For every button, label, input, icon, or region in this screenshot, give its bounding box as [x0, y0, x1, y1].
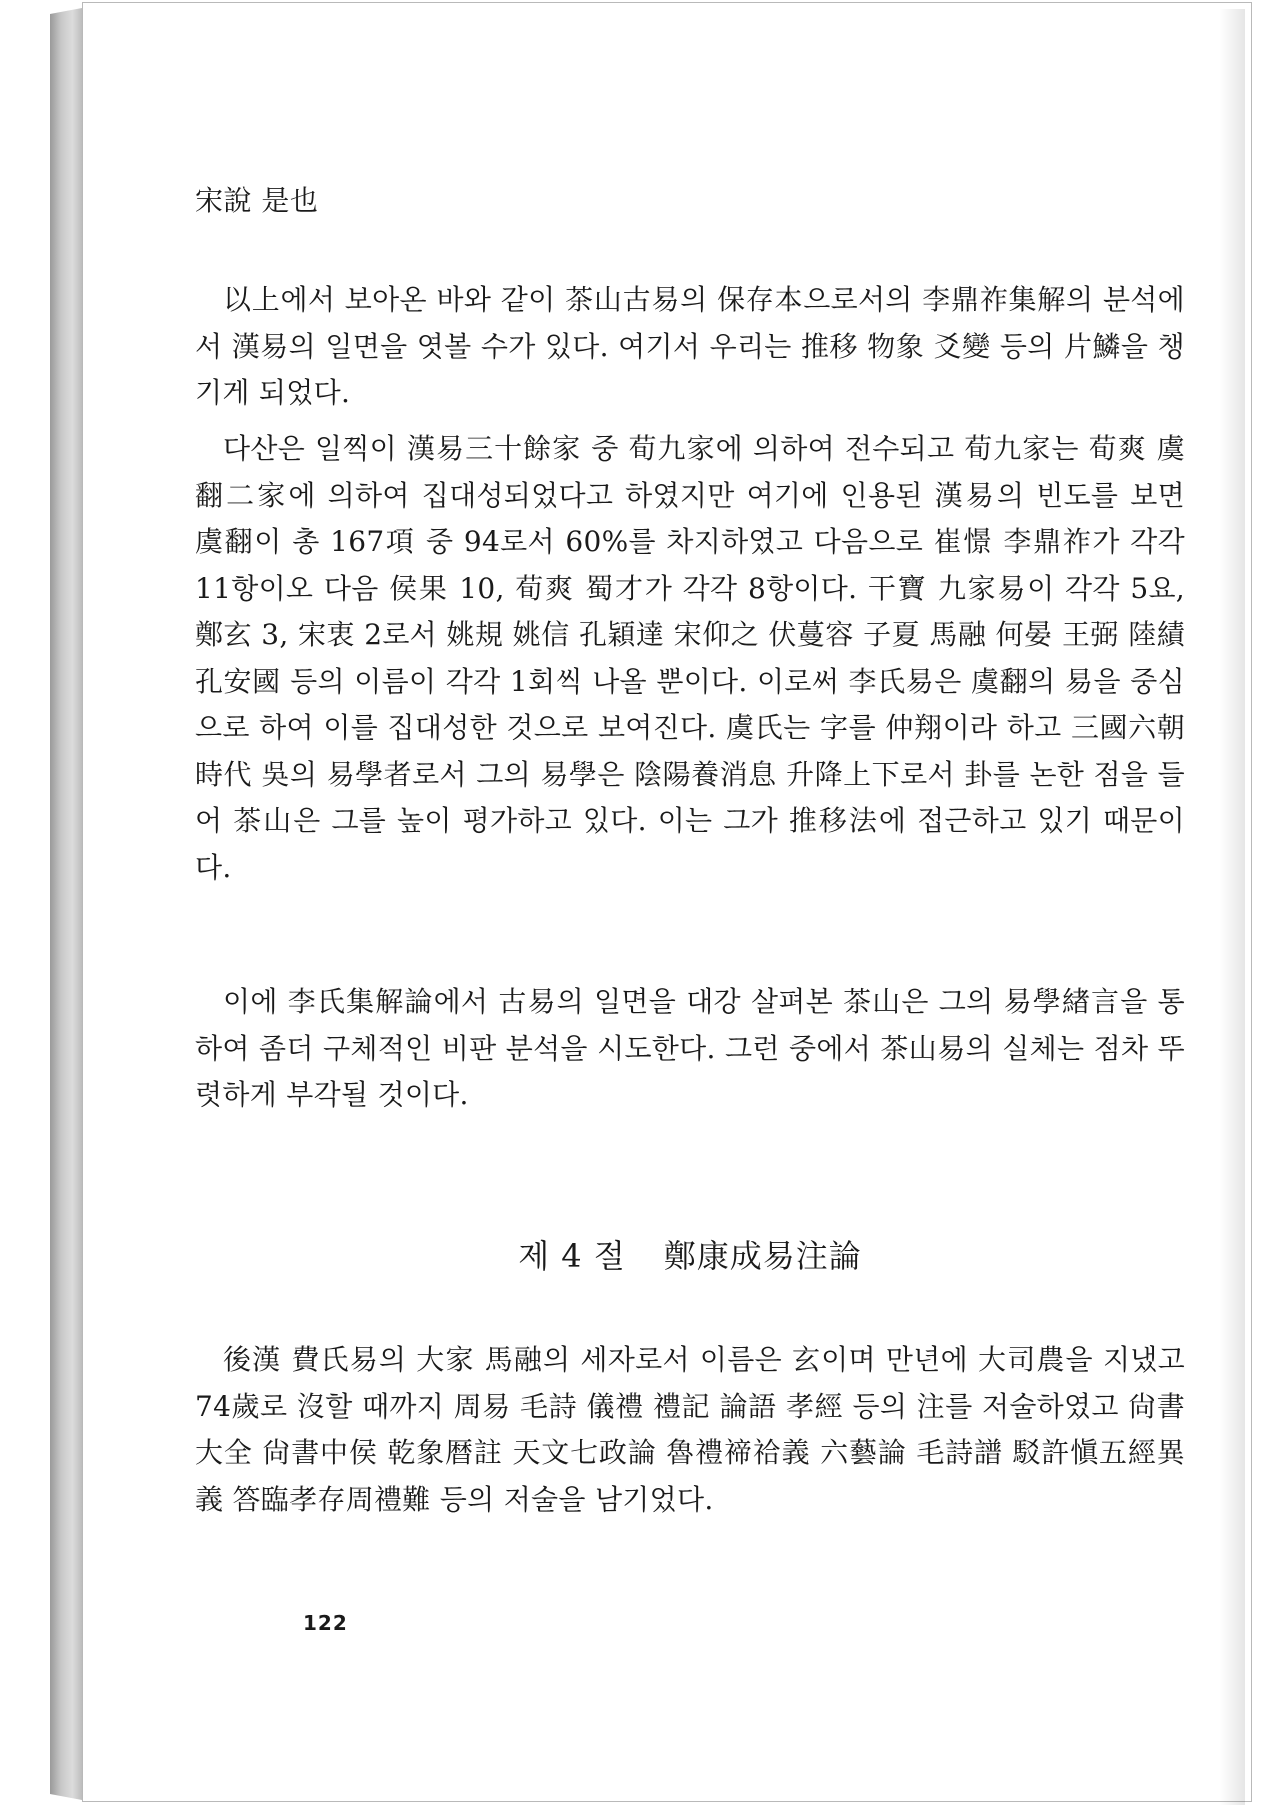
section-title: 鄭康成易注論: [663, 1237, 862, 1275]
paragraph-3: 이에 李氏集解論에서 古易의 일면을 대강 살펴본 茶山은 그의 易學緖言을 통하여 좀더 구체적인 비판 분석을 시도한다. 그런 중에서 茶山易의 실체는 점차 뚜렷하게 부각될 것이다.: [195, 985, 1185, 1111]
section-heading: [195, 1231, 1185, 1277]
book-page: [82, 2, 1252, 1802]
page-number: 122: [303, 1611, 348, 1635]
paragraph-4: 後漢 費氏易의 大家 馬融의 세자로서 이름은 玄이며 만년에 大司農을 지냈고 74歲로 沒할 때까지 周易 毛詩 儀禮 禮記 論語 孝經 등의 注를 저술하였고 尙書大全 尙書中侯 乾象暦註 天文七政論 魯禮禘祫義 六藝論 毛詩譜 駁許愼五經異義 答臨孝存周禮難 등의 저술을 남기었다.: [195, 1343, 1185, 1516]
page-edge-shadow: [1219, 9, 1245, 1805]
book-spine: [50, 8, 82, 1800]
lead-line: 宋說 是也: [195, 184, 319, 217]
section-number: 제 4 절: [518, 1237, 626, 1275]
paragraph-1: 以上에서 보아온 바와 같이 茶山古易의 保存本으로서의 李鼎祚集解의 분석에서 漢易의 일면을 엿볼 수가 있다. 여기서 우리는 推移 物象 爻變 등의 片鱗을 챙기게 되었다.: [195, 283, 1185, 409]
paragraph-2: 다산은 일찍이 漢易三十餘家 중 荀九家에 의하여 전수되고 荀九家는 荀爽 虞翻二家에 의하여 집대성되었다고 하였지만 여기에 인용된 漢易의 빈도를 보면 虞翻이 총 167項 중 94로서 60%를 차지하였고 다음으로 崔憬 李鼎祚가 각각 11항이오 다음 侯果 10, 荀爽 蜀才가 각각 8항이다. 干寶 九家易이 각각 5요, 鄭玄 3, 宋衷 2로서 姚規 姚信 孔穎達 宋仰之 伏蔓容 子夏 馬融 何晏 王弼 陸績 孔安國 등의 이름이 각각 1회씩 나올 뿐이다. 이로써 李氏易은 虞翻의 易을 중심으로 하여 이를 집대성한 것으로 보여진다. 虞氏는 字를 仲翔이라 하고 三國六朝時代 吳의 易學者로서 그의 易學은 陰陽養消息 升降上下로서 卦를 논한 점을 들어 茶山은 그를 높이 평가하고 있다. 이는 그가 推移法에 접근하고 있기 때문이다.: [195, 432, 1185, 884]
